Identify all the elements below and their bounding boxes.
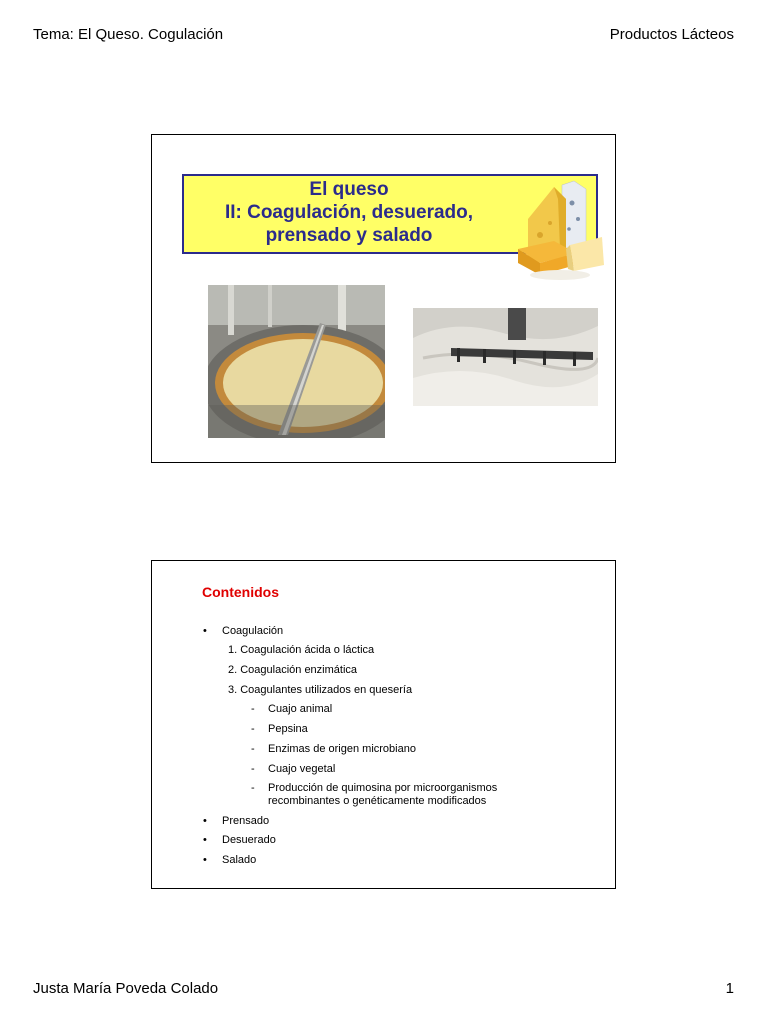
bullet-icon: • [203, 815, 207, 827]
cheese-image [514, 179, 606, 281]
title-line-2: II: Coagulación, desuerado, [224, 202, 474, 223]
item-coagulantes: 3. Coagulantes utilizados en quesería [228, 684, 413, 696]
title-line-1: El queso [309, 179, 389, 200]
bullet-icon: • [203, 854, 207, 866]
footer-page-number: 1 [725, 980, 734, 997]
header-subject: Productos Lácteos [609, 26, 734, 43]
dash-icon: - [251, 703, 255, 715]
item-coag-acida: 1. Coagulación ácida o láctica [228, 644, 375, 656]
item-quimosina-line2: recombinantes o genéticamente modificados [268, 795, 487, 807]
footer-author: Justa María Poveda Colado [33, 980, 219, 997]
dash-icon: - [251, 763, 255, 775]
slide-contents [151, 560, 616, 889]
item-quimosina-line1: Producción de quimosina por microorganismos [268, 782, 498, 794]
item-cuajo-animal: Cuajo animal [268, 703, 333, 715]
header-topic: Tema: El Queso. Cogulación [33, 26, 224, 43]
title-line-3: prensado y salado [265, 225, 433, 246]
dash-icon: - [251, 743, 255, 755]
item-prensado: Prensado [222, 815, 270, 827]
item-salado: Salado [222, 854, 257, 866]
cheese-vat-photo [208, 285, 385, 438]
contents-title: Contenidos [202, 584, 279, 600]
item-enzimas-microbiano: Enzimas de origen microbiano [268, 743, 416, 755]
item-coagulacion: Coagulación [222, 625, 284, 637]
bullet-icon: • [203, 834, 207, 846]
item-pepsina: Pepsina [268, 723, 308, 735]
dash-icon: - [251, 782, 255, 794]
bullet-icon: • [203, 625, 207, 637]
dash-icon: - [251, 723, 255, 735]
item-coag-enzimatica: 2. Coagulación enzimática [228, 664, 358, 676]
item-cuajo-vegetal: Cuajo vegetal [268, 763, 336, 775]
curd-cutting-photo [413, 308, 598, 406]
item-desuerado: Desuerado [222, 834, 276, 846]
slide-title [151, 134, 616, 463]
